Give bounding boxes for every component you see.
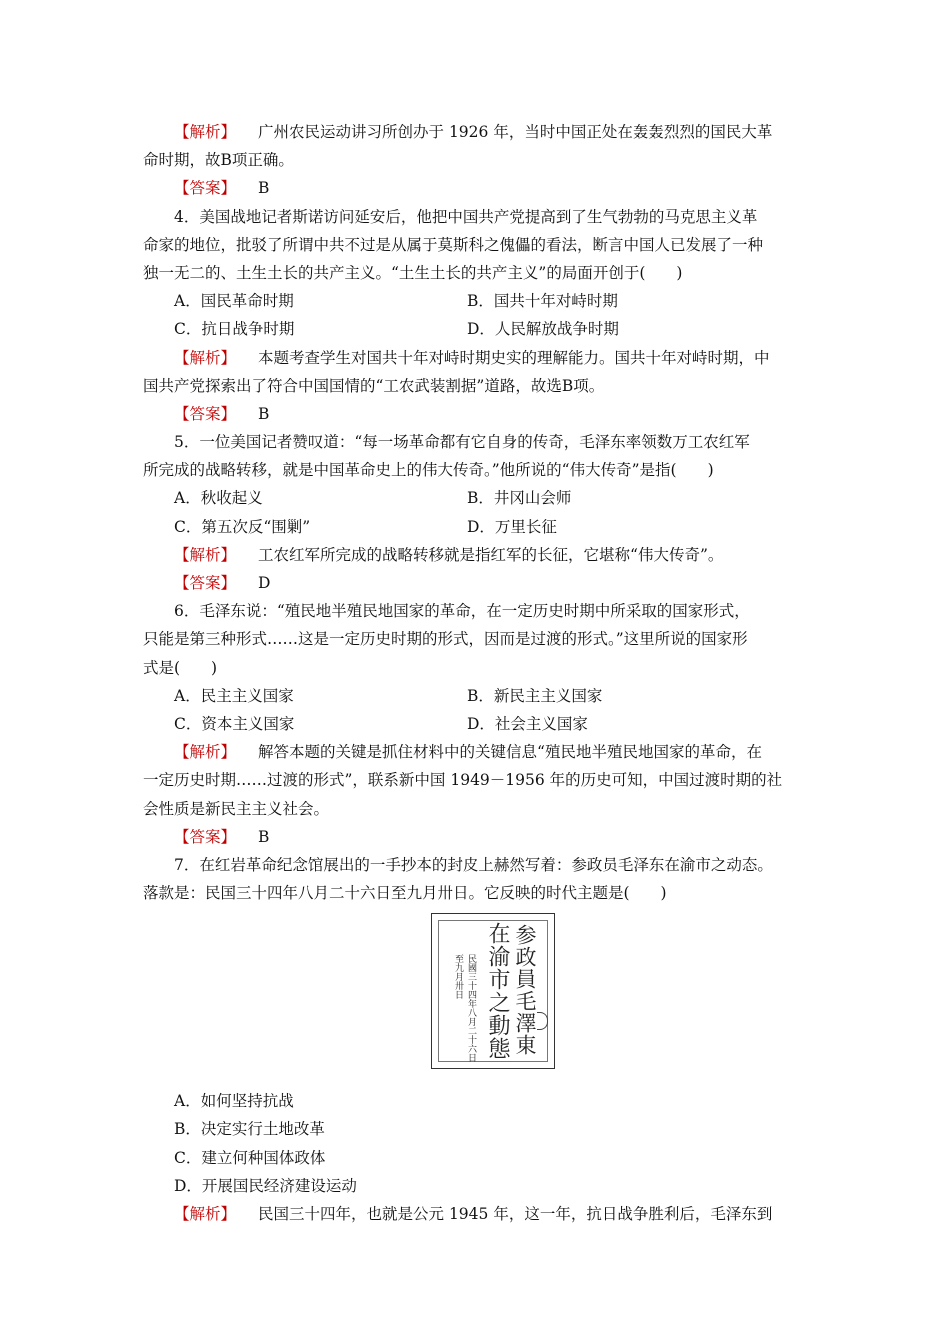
- cover-title-col2: 在渝市之動態: [485, 922, 510, 1061]
- q7-option-a[interactable]: A．如何坚持抗战: [174, 1092, 294, 1111]
- q6-stem: 6．毛泽东说：“殖民地半殖民地国家的革命，在一定历史时期中所采取的国家形式，: [174, 602, 750, 621]
- q6-options-row: [143, 710, 823, 738]
- analysis-tag: 【解析】: [174, 1205, 237, 1223]
- q3-analysis: 【解析】 广州农民运动讲习所创办于 1926 年，当时中国正处在轰轰烈烈的国民大革: [174, 123, 773, 141]
- q5-option-b[interactable]: B．井冈山会师: [467, 489, 572, 508]
- q7-stem-cont: 落款是：民国三十四年八月二十六日至九月卅日。它反映的时代主题是( ): [143, 884, 667, 903]
- answer-tag: 【答案】: [174, 404, 237, 423]
- q6-analysis-cont: 会性质是新民主主义社会。: [143, 799, 330, 818]
- q6-stem-cont: 只能是第三种形式……这是一定历史时期的形式，因而是过渡的形式。”这里所说的国家形: [143, 630, 748, 649]
- q6-analysis-cont: 一定历史时期……过渡的形式”，联系新中国 1949－1956 年的历史可知，中国过渡时期的社: [143, 771, 783, 790]
- q4-option-a[interactable]: A．国民革命时期: [174, 292, 294, 311]
- q4-stem-cont: 独一无二的、土生土长的共产主义。“土生土长的共产主义”的局面开创于( ): [143, 263, 683, 282]
- answer-tag: 【答案】: [174, 574, 237, 592]
- analysis-tag: 【解析】: [174, 545, 237, 564]
- q4-stem-cont: 命家的地位，批驳了所谓中共不过是从属于莫斯科之傀儡的看法，断言中国人已发展了一种: [143, 235, 764, 254]
- analysis-tag: 【解析】: [174, 348, 237, 367]
- cover-date-col: 民國三十四年八月二十六日至九月卅日: [453, 954, 476, 1063]
- q4-analysis: 【解析】 本题考查学生对国共十年对峙时期史实的理解能力。国共十年对峙时期，中: [174, 348, 770, 367]
- q7-option-c[interactable]: C．建立何种国体政体: [174, 1148, 326, 1167]
- q5-stem: 5．一位美国记者赞叹道：“每一场革命都有它自身的传奇，毛泽东率领数万工农红军: [174, 433, 750, 452]
- q5-option-d[interactable]: D．万里长征: [467, 517, 557, 536]
- q5-options-row: [143, 484, 823, 512]
- cover-title-col1: 参政員毛澤東: [513, 924, 537, 1057]
- document-content: [143, 118, 823, 1228]
- q6-stem-cont: 式是( ): [143, 658, 218, 677]
- q5-analysis: 【解析】 工农红军所完成的战略转移就是指红军的长征，它堪称“伟大传奇”。: [174, 545, 724, 564]
- answer-tag: 【答案】: [174, 179, 237, 198]
- q3-answer: 【答案】 B: [174, 179, 270, 198]
- q6-option-a[interactable]: A．民主主义国家: [174, 686, 294, 705]
- q5-answer: 【答案】 D: [174, 574, 271, 592]
- q4-options-row: [143, 287, 823, 315]
- answer-tag: 【答案】: [174, 827, 237, 846]
- q4-option-d[interactable]: D．人民解放战争时期: [467, 320, 619, 339]
- q6-answer: 【答案】 B: [174, 827, 270, 846]
- q4-option-b[interactable]: B．国共十年对峙时期: [467, 292, 618, 311]
- q7-option-b[interactable]: B．决定实行土地改革: [174, 1120, 325, 1139]
- q4-stem: 4．美国战地记者斯诺访问延安后，他把中国共产党提高到了生气勃勃的马克思主义革: [174, 207, 758, 226]
- manuscript-cover-image: [431, 913, 555, 1069]
- q7-option-d[interactable]: D．开展国民经济建设运动: [174, 1176, 357, 1195]
- q6-option-d[interactable]: D．社会主义国家: [467, 714, 588, 733]
- analysis-tag: 【解析】: [174, 123, 237, 141]
- q6-options-row: [143, 682, 823, 710]
- q6-option-b[interactable]: B．新民主主义国家: [467, 686, 603, 705]
- q6-option-c[interactable]: C．资本主义国家: [174, 714, 295, 733]
- q4-options-row: [143, 315, 823, 343]
- q4-answer: 【答案】 B: [174, 404, 270, 423]
- q6-analysis: 【解析】 解答本题的关键是抓住材料中的关键信息“殖民地半殖民地国家的革命，在: [174, 743, 762, 762]
- analysis-tag: 【解析】: [174, 743, 237, 762]
- q7-stem: 7．在红岩革命纪念馆展出的一手抄本的封皮上赫然写着：参政员毛泽东在渝市之动态。: [174, 855, 773, 874]
- q5-option-a[interactable]: A．秋收起义: [174, 489, 263, 508]
- q5-options-row: [143, 513, 823, 541]
- q4-option-c[interactable]: C．抗日战争时期: [174, 320, 295, 339]
- q7-analysis: 【解析】 民国三十四年，也就是公元 1945 年，这一年，抗日战争胜利后，毛泽东到: [174, 1205, 773, 1223]
- q3-analysis-cont: 命时期，故B项正确。: [143, 151, 294, 170]
- q4-analysis-cont: 国共产党探索出了符合中国国情的“工农武装割据”道路，故选B项。: [143, 376, 605, 395]
- q5-option-c[interactable]: C．第五次反“围剿”: [174, 517, 311, 536]
- q5-stem-cont: 所完成的战略转移，就是中国革命史上的伟大传奇。”他所说的“伟大传奇”是指( ): [143, 461, 714, 480]
- q7-figure-area: [143, 907, 823, 1087]
